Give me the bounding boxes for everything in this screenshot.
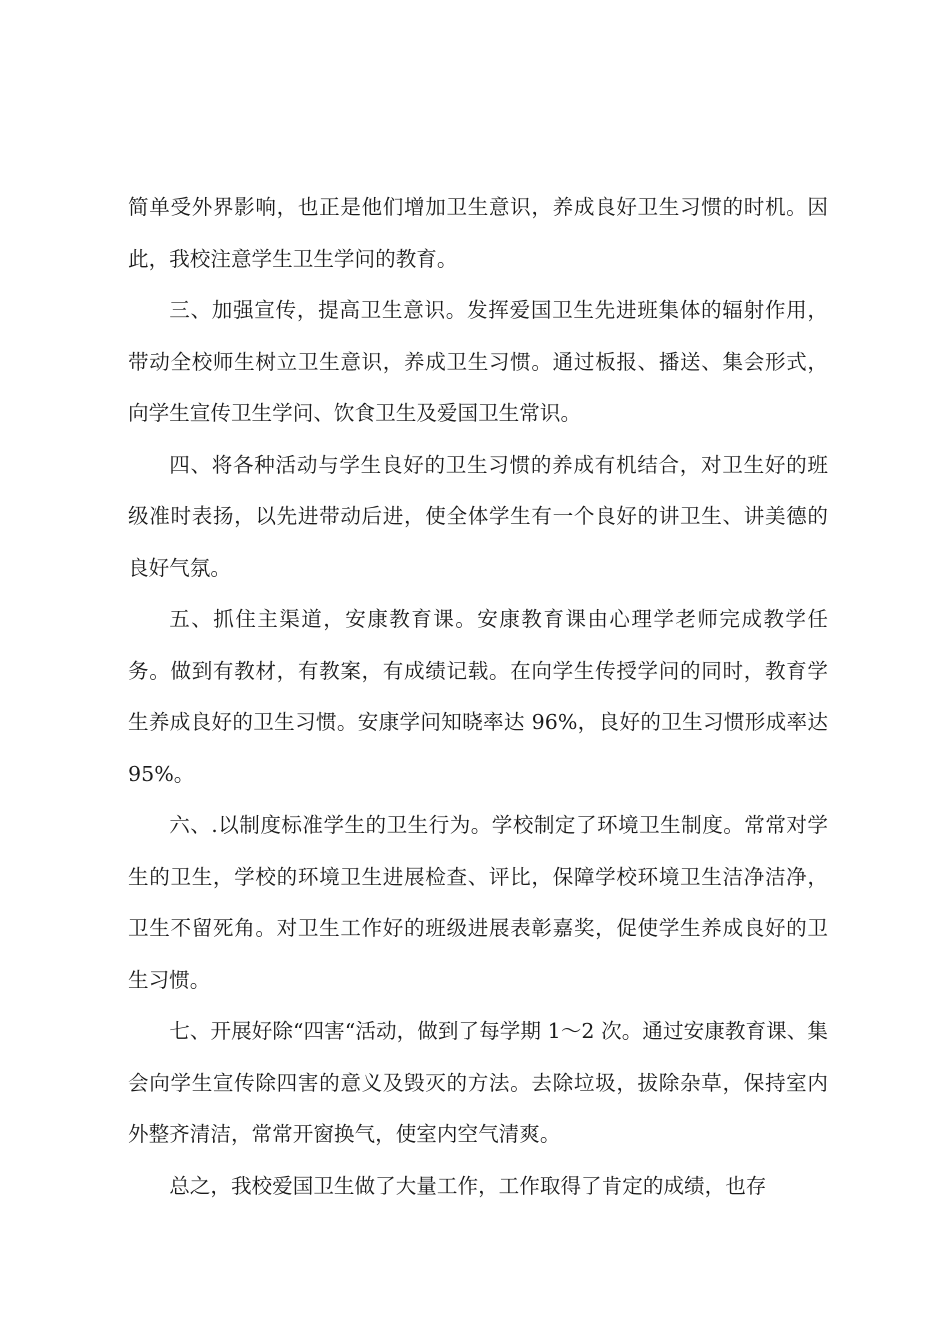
- paragraph-section-4: 四、将各种活动与学生良好的卫生习惯的养成有机结合，对卫生好的班级准时表扬，以先进带动后进，使全体学生有一个良好的讲卫生、讲美德的良好气氛。: [128, 452, 828, 580]
- document-body: [128, 182, 828, 1212]
- paragraph-section-3: 三、加强宣传，提高卫生意识。发挥爱国卫生先进班集体的辐射作用，带动全校师生树立卫生意识，养成卫生习惯。通过板报、播送、集会形式，向学生宣传卫生学问、饮食卫生及爱国卫生常识。: [128, 298, 828, 425]
- paragraph-section-5: 五、抓住主渠道，安康教育课。安康教育课由心理学老师完成教学任务。做到有教材，有教案，有成绩记载。在向学生传授学问的同时，教育学生养成良好的卫生习惯。安康学问知晓率达 96%，良好的卫生习惯形成率达 95%。: [128, 607, 828, 786]
- paragraph-summary: 总之，我校爱国卫生做了大量工作，工作取得了肯定的成绩，也存: [169, 1173, 767, 1198]
- paragraph-section-6: 六、.以制度标准学生的卫生行为。学校制定了环境卫生制度。常常对学生的卫生，学校的环境卫生进展检查、评比，保障学校环境卫生洁净洁净，卫生不留死角。对卫生工作好的班级进展表彰嘉奖，促使学生养成良好的卫生习惯。: [128, 813, 828, 992]
- paragraph-section-7: 七、开展好除“四害“活动，做到了每学期 1～2 次。通过安康教育课、集会向学生宣传除四害的意义及毁灭的方法。去除垃圾，拔除杂草，保持室内外整齐清洁，常常开窗换气，使室内空气清爽。: [128, 1019, 828, 1146]
- paragraph-continuation: 简单受外界影响，也正是他们增加卫生意识，养成良好卫生习惯的时机。因此，我校注意学生卫生学问的教育。: [128, 195, 828, 271]
